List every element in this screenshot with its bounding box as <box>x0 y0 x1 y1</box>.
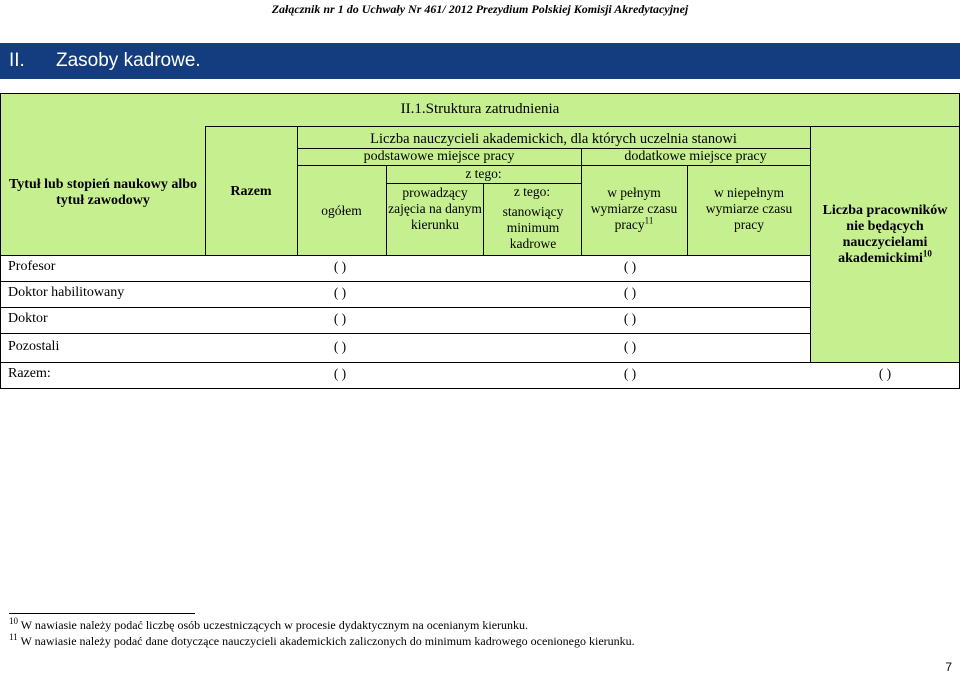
additional-workplace-header: dodatkowe miejsce pracy <box>624 149 767 164</box>
additional-value: ( ) <box>623 285 637 300</box>
teachers-group-header: Liczba nauczycieli akademickich, dla których uczelnia stanowi <box>370 131 737 147</box>
row-label: Doktor habilitowany <box>8 285 125 300</box>
row-label: Profesor <box>8 259 56 274</box>
total-non-academic-value: ( ) <box>878 366 892 381</box>
minimum-staff-header: stanowiący minimum kadrowe <box>502 204 564 251</box>
row-label: Pozostali <box>8 339 60 354</box>
section-title: Zasoby kadrowe. <box>56 50 201 71</box>
primary-value: ( ) <box>333 339 347 354</box>
table-title: II.1.Struktura zatrudnienia <box>400 101 560 117</box>
total-primary-value: ( ) <box>333 366 347 381</box>
section-heading-bar <box>0 43 960 79</box>
degree-column-header: Tytuł lub stopień naukowy albo tytuł zawodowy <box>8 177 198 208</box>
of-which-header: z tego: <box>465 166 502 181</box>
page-number: 7 <box>945 660 952 674</box>
of-which-header-2: z tego: <box>513 184 551 199</box>
footnote-separator <box>9 613 195 614</box>
total-additional-value: ( ) <box>623 366 637 381</box>
additional-value: ( ) <box>623 311 637 326</box>
total-row-label: Razem: <box>8 366 51 381</box>
teaching-on-program-header: prowadzący zajęcia na danym kierunku <box>388 185 482 232</box>
part-time-header: w niepełnym wymiarze czasu pracy <box>705 185 793 232</box>
footnote: $^{11}$ W nawiasie należy podać dane dotyczące nauczycieli akademickich zaliczonych do minimum kadrowego ocenionego kierunku. <box>9 632 635 648</box>
additional-value: ( ) <box>623 259 637 274</box>
primary-value: ( ) <box>333 311 347 326</box>
total-column-header: ogółem <box>321 203 362 218</box>
header-note: Załącznik nr 1 do Uchwały Nr 461/ 2012 Prezydium Polskiej Komisji Akredytacyjnej <box>271 2 689 16</box>
razem-column-header: Razem <box>230 184 272 199</box>
row-label: Doktor <box>8 311 48 326</box>
primary-value: ( ) <box>333 259 347 274</box>
additional-value: ( ) <box>623 339 637 354</box>
footnote: $^{10}$ W nawiasie należy podać liczbę osób uczestniczących w procesie dydaktycznym na ocenianym kierunku. <box>9 616 529 632</box>
non-academic-header: Liczba pracowników nie będących nauczycielami akademickimi$^{10}$ <box>822 203 948 266</box>
full-time-header: w pełnym wymiarze czasu pracy$^{11}$ <box>590 185 678 232</box>
primary-workplace-header: podstawowe miejsce pracy <box>363 149 515 164</box>
section-number: II. <box>9 50 25 71</box>
primary-value: ( ) <box>333 285 347 300</box>
